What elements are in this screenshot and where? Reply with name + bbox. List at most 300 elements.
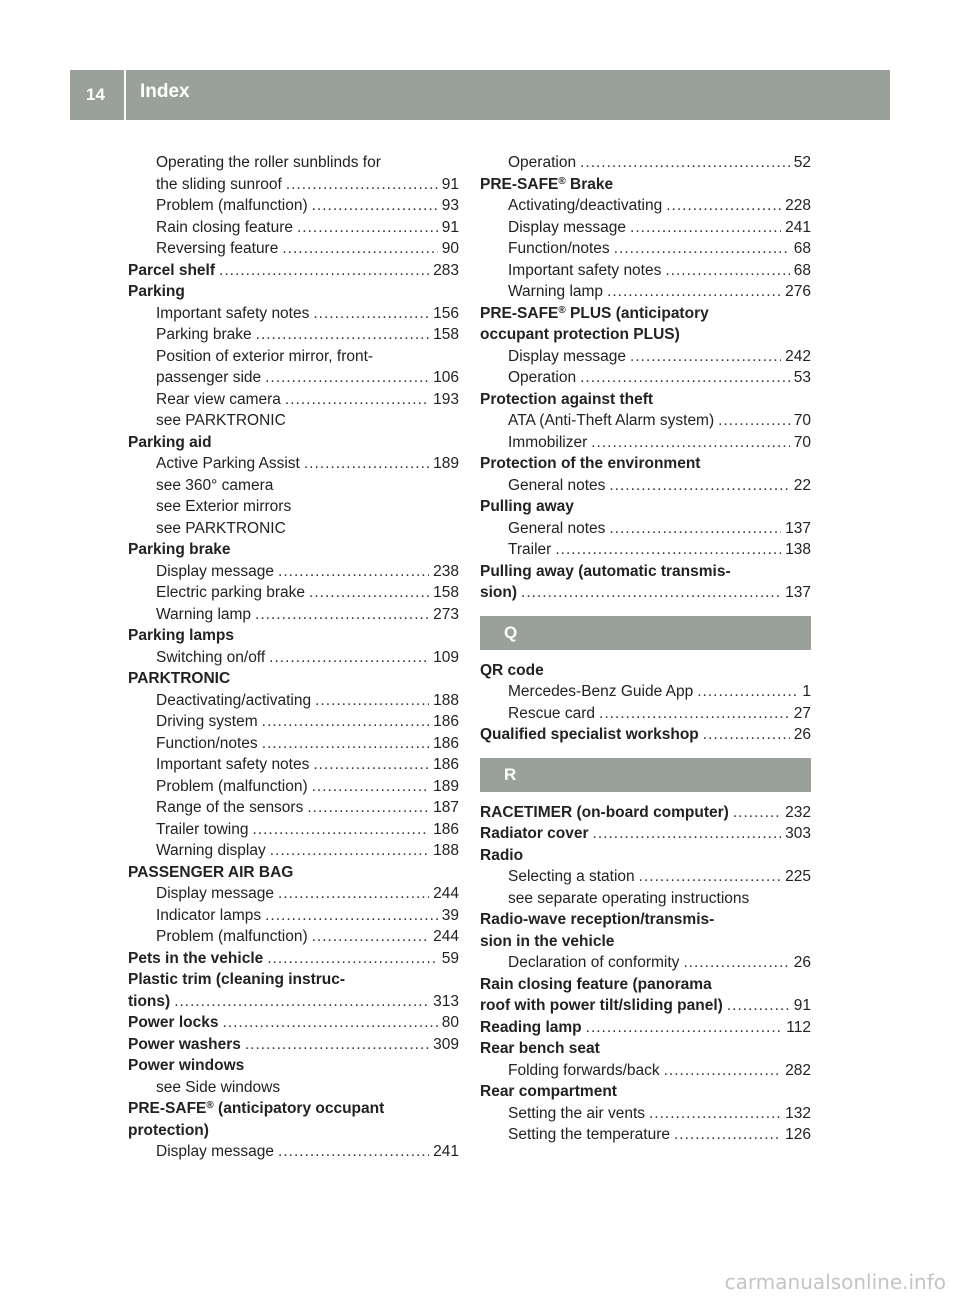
- index-entry: [128, 389, 459, 411]
- entry-page-number: 187: [433, 799, 459, 816]
- index-entry: [128, 1012, 459, 1034]
- index-entry: [480, 703, 811, 725]
- entry-page-number: 137: [785, 519, 811, 537]
- entry-label: Important safety notes: [156, 756, 310, 773]
- entry-page-number: 186: [433, 734, 459, 752]
- entry-label: Activating/deactivating: [508, 197, 663, 214]
- dot-leader: [591, 432, 790, 454]
- entry-page-number: 91: [441, 218, 459, 236]
- entry-label: Function/notes: [508, 240, 610, 257]
- dot-leader: [265, 367, 429, 389]
- entry-page-number: 93: [441, 197, 459, 214]
- entry-label: Function/notes: [156, 734, 258, 752]
- index-entry: [480, 518, 811, 540]
- heading-text-continued: Brake: [565, 175, 614, 193]
- entry-page-number: 303: [785, 825, 811, 842]
- dot-leader: [278, 1141, 429, 1163]
- index-entry: [128, 1034, 459, 1056]
- heading-text: Radio-wave reception/transmis-: [480, 911, 715, 928]
- index-entry: [480, 823, 811, 845]
- dot-leader: [282, 238, 437, 260]
- entry-label: Rain closing feature: [156, 218, 293, 236]
- entry-label: Display message: [156, 885, 275, 902]
- heading-text-continued: (anticipatory occupant: [213, 1100, 385, 1117]
- reference-text: Position of exterior mirror, front-: [156, 347, 374, 365]
- entry-page-number: 244: [433, 928, 459, 945]
- entry-page-number: 138: [785, 541, 811, 558]
- index-reference: [480, 888, 811, 910]
- entry-page-number: 189: [433, 455, 459, 472]
- dot-leader: [174, 991, 429, 1013]
- heading-text: Protection of the environment: [480, 455, 701, 472]
- entry-label: Pets in the vehicle: [128, 949, 264, 967]
- entry-page-number: 91: [441, 175, 459, 193]
- entry-label: Warning lamp: [508, 283, 604, 300]
- dot-leader: [599, 703, 790, 725]
- index-column-left: [128, 152, 459, 1163]
- heading-text: occupant protection PLUS): [480, 326, 680, 343]
- entry-page-number: 22: [793, 476, 811, 494]
- index-entry: [480, 539, 811, 561]
- reference-text: see PARKTRONIC: [156, 519, 286, 537]
- dot-leader: [593, 823, 782, 845]
- entry-label: Problem (malfunction): [156, 777, 308, 795]
- entry-label: Range of the sensors: [156, 799, 304, 816]
- entry-page-number: 228: [785, 197, 811, 214]
- entry-page-number: 112: [786, 1018, 811, 1036]
- entry-label: Setting the temperature: [508, 1126, 670, 1143]
- entry-page-number: 90: [441, 240, 459, 257]
- dot-leader: [607, 281, 781, 303]
- index-column-right: [480, 152, 811, 1146]
- dot-leader: [727, 995, 790, 1017]
- entry-label: Trailer: [508, 541, 552, 558]
- dot-leader: [245, 1034, 429, 1056]
- index-heading: [128, 1055, 459, 1077]
- entry-page-number: 282: [785, 1061, 811, 1079]
- entry-page-number: 193: [433, 390, 459, 408]
- entry-page-number: 186: [433, 713, 459, 730]
- entry-label: RACETIMER (on-board computer): [480, 803, 729, 821]
- dot-leader: [315, 690, 429, 712]
- dot-leader: [256, 324, 429, 346]
- entry-page-number: 276: [785, 283, 811, 300]
- entry-page-number: 59: [441, 949, 459, 967]
- index-heading: [480, 324, 811, 346]
- heading-text: sion in the vehicle: [480, 932, 615, 950]
- index-entry: [480, 681, 811, 703]
- heading-text: PASSENGER AIR BAG: [128, 863, 294, 881]
- dot-leader: [262, 711, 429, 733]
- index-reference: [128, 410, 459, 432]
- index-entry: [480, 802, 811, 824]
- entry-label: General notes: [508, 519, 606, 537]
- index-entry: [480, 346, 811, 368]
- dot-leader: [304, 453, 429, 475]
- entry-label: roof with power tilt/sliding panel): [480, 997, 723, 1014]
- heading-text: Rear bench seat: [480, 1040, 600, 1057]
- entry-page-number: 242: [785, 347, 811, 365]
- entry-page-number: 106: [433, 369, 459, 386]
- index-entry: [480, 217, 811, 239]
- entry-label: Electric parking brake: [156, 584, 306, 601]
- index-entry: [128, 367, 459, 389]
- page-number: 14: [70, 70, 126, 120]
- index-reference: [128, 496, 459, 518]
- entry-label: Qualified specialist workshop: [480, 726, 699, 743]
- entry-label: sion): [480, 584, 518, 601]
- dot-leader: [269, 647, 429, 669]
- dot-leader: [312, 776, 430, 798]
- entry-label: Display message: [508, 347, 627, 365]
- entry-page-number: 70: [793, 412, 811, 429]
- entry-label: Declaration of conformity: [508, 954, 680, 971]
- index-reference: [128, 346, 459, 368]
- entry-label: Switching on/off: [156, 648, 266, 666]
- index-entry: [128, 604, 459, 626]
- heading-text: Rain closing feature (panorama: [480, 975, 712, 993]
- entry-label: Display message: [156, 562, 275, 580]
- index-entry: [480, 724, 811, 746]
- entry-label: Indicator lamps: [156, 906, 262, 924]
- dot-leader: [649, 1103, 781, 1125]
- entry-label: Deactivating/activating: [156, 691, 312, 709]
- index-heading: [480, 974, 811, 996]
- dot-leader: [521, 582, 781, 604]
- index-heading: [128, 1120, 459, 1142]
- index-entry: [128, 561, 459, 583]
- entry-page-number: 91: [793, 997, 811, 1014]
- heading-text: PRE-SAFE: [480, 175, 559, 193]
- dot-leader: [664, 1060, 782, 1082]
- entry-label: Parcel shelf: [128, 261, 216, 279]
- index-entry: [480, 152, 811, 174]
- entry-page-number: 70: [793, 433, 811, 451]
- dot-leader: [270, 840, 429, 862]
- reference-text: see PARKTRONIC: [156, 412, 286, 429]
- entry-page-number: 53: [793, 369, 811, 386]
- index-entry: [480, 866, 811, 888]
- entry-label: Rear view camera: [156, 390, 281, 408]
- entry-label: General notes: [508, 476, 606, 494]
- dot-leader: [278, 561, 429, 583]
- index-entry: [128, 711, 459, 733]
- dot-leader: [630, 217, 781, 239]
- entry-page-number: 244: [433, 885, 459, 902]
- entry-label: Mercedes-Benz Guide App: [508, 683, 694, 700]
- entry-label: Driving system: [156, 713, 258, 730]
- index-heading: [480, 496, 811, 518]
- index-heading: [128, 281, 459, 303]
- index-entry: [480, 195, 811, 217]
- index-heading: [128, 625, 459, 647]
- entry-page-number: 26: [793, 726, 811, 743]
- entry-label: Parking brake: [156, 326, 252, 343]
- index-entry: [128, 948, 459, 970]
- index-entry: [128, 905, 459, 927]
- heading-text: Pulling away (automatic transmis-: [480, 562, 731, 580]
- index-reference: [128, 518, 459, 540]
- entry-label: Operating the roller sunblinds for: [156, 154, 381, 171]
- index-entry: [128, 883, 459, 905]
- dot-leader: [219, 260, 429, 282]
- index-reference: [128, 475, 459, 497]
- entry-page-number: 68: [793, 261, 811, 279]
- dot-leader: [555, 539, 781, 561]
- index-entry: [128, 453, 459, 475]
- dot-leader: [307, 797, 429, 819]
- dot-leader: [297, 217, 438, 239]
- entry-label: Operation: [508, 154, 577, 171]
- dot-leader: [609, 518, 781, 540]
- entry-page-number: 309: [433, 1035, 459, 1053]
- page-title: Index: [140, 81, 190, 102]
- entry-page-number: 225: [785, 868, 811, 885]
- dot-leader: [703, 724, 790, 746]
- index-entry: [480, 432, 811, 454]
- dot-leader: [265, 905, 438, 927]
- entry-label: Setting the air vents: [508, 1104, 645, 1122]
- heading-text: Parking: [128, 283, 185, 300]
- entry-label: ATA (Anti-Theft Alarm system): [508, 412, 715, 429]
- entry-page-number: 232: [785, 803, 811, 821]
- entry-label: Display message: [508, 218, 627, 236]
- dot-leader: [252, 819, 429, 841]
- index-heading: [128, 432, 459, 454]
- heading-text: Protection against theft: [480, 390, 654, 408]
- index-entry: [480, 410, 811, 432]
- entry-page-number: 313: [433, 992, 459, 1010]
- dot-leader: [222, 1012, 437, 1034]
- entry-label: Problem (malfunction): [156, 197, 308, 214]
- index-heading: [480, 561, 811, 583]
- index-entry: [128, 840, 459, 862]
- heading-text: protection): [128, 1121, 209, 1139]
- entry-label: Important safety notes: [156, 304, 310, 322]
- index-entry: [480, 1017, 811, 1039]
- index-heading: [480, 453, 811, 475]
- entry-page-number: 238: [433, 562, 459, 580]
- dot-leader: [718, 410, 790, 432]
- entry-page-number: 27: [793, 704, 811, 722]
- index-heading: [128, 969, 459, 991]
- entry-page-number: 283: [433, 261, 459, 279]
- index-entry: [128, 819, 459, 841]
- entry-page-number: 52: [793, 154, 811, 171]
- entry-page-number: 137: [785, 584, 811, 601]
- dot-leader: [609, 475, 789, 497]
- heading-text: PRE-SAFE: [128, 1100, 207, 1117]
- index-heading: [480, 1081, 811, 1103]
- heading-text: Parking lamps: [128, 627, 234, 644]
- entry-page-number: 26: [793, 954, 811, 971]
- index-entry: [480, 260, 811, 282]
- entry-label: Problem (malfunction): [156, 928, 308, 945]
- heading-text: Parking aid: [128, 433, 212, 451]
- dot-leader: [580, 152, 790, 174]
- index-entry: [128, 174, 459, 196]
- entry-page-number: 80: [441, 1014, 459, 1031]
- index-entry: [128, 690, 459, 712]
- watermark: carmanualsonline.info: [724, 1270, 946, 1294]
- entry-label: Power washers: [128, 1035, 241, 1053]
- entry-page-number: 241: [785, 218, 811, 236]
- entry-label: Warning display: [156, 842, 266, 859]
- heading-text: Pulling away: [480, 498, 574, 515]
- index-entry: [128, 582, 459, 604]
- index-heading: [480, 660, 811, 682]
- entry-label: Important safety notes: [508, 261, 662, 279]
- index-entry: [128, 733, 459, 755]
- reference-text: see separate operating instructions: [508, 889, 750, 907]
- index-entry: [128, 217, 459, 239]
- index-entry: [480, 367, 811, 389]
- registered-mark: ®: [558, 304, 566, 316]
- index-entry: [128, 303, 459, 325]
- entry-label: Folding forwards/back: [508, 1061, 660, 1079]
- index-entry: [128, 754, 459, 776]
- entry-label: Warning lamp: [156, 605, 252, 623]
- index-entry: [128, 238, 459, 260]
- dot-leader: [683, 952, 789, 974]
- index-heading: [128, 1098, 459, 1120]
- dot-leader: [639, 866, 781, 888]
- entry-label: Active Parking Assist: [156, 455, 300, 472]
- index-heading: [128, 862, 459, 884]
- entry-page-number: 132: [785, 1104, 811, 1122]
- dot-leader: [267, 948, 438, 970]
- entry-page-number: 186: [433, 820, 459, 838]
- page-header: [70, 70, 890, 120]
- index-entry: [480, 475, 811, 497]
- index-heading: [128, 539, 459, 561]
- index-entry: [128, 991, 459, 1013]
- dot-leader: [286, 174, 438, 196]
- index-entry: [128, 776, 459, 798]
- index-heading: [480, 174, 811, 196]
- dot-leader: [674, 1124, 781, 1146]
- dot-leader: [285, 389, 429, 411]
- entry-page-number: 39: [441, 906, 459, 924]
- dot-leader: [580, 367, 790, 389]
- heading-text: QR code: [480, 661, 544, 679]
- dot-leader: [733, 802, 781, 824]
- dot-leader: [666, 195, 781, 217]
- dot-leader: [614, 238, 790, 260]
- index-entry: [128, 1141, 459, 1163]
- index-entry: [128, 324, 459, 346]
- entry-page-number: 68: [793, 240, 811, 257]
- index-heading: [480, 845, 811, 867]
- index-entry: [128, 647, 459, 669]
- index-heading: [480, 1038, 811, 1060]
- index-heading: [480, 389, 811, 411]
- entry-page-number: 273: [433, 605, 459, 623]
- index-entry: [480, 582, 811, 604]
- dot-leader: [312, 195, 438, 217]
- registered-mark: ®: [206, 1100, 214, 1111]
- index-entry: [128, 797, 459, 819]
- dot-leader: [309, 582, 429, 604]
- reference-text: see 360° camera: [156, 476, 274, 494]
- entry-label: tions): [128, 992, 171, 1010]
- dot-leader: [313, 303, 429, 325]
- section-letter: Q: [480, 616, 811, 650]
- entry-label: passenger side: [156, 369, 262, 386]
- entry-label: Display message: [156, 1143, 275, 1160]
- entry-label: Reversing feature: [156, 240, 279, 257]
- dot-leader: [262, 733, 429, 755]
- dot-leader: [665, 260, 789, 282]
- index-entry: [480, 281, 811, 303]
- index-entry: [480, 1124, 811, 1146]
- index-heading: [128, 668, 459, 690]
- reference-text: see Side windows: [156, 1078, 281, 1096]
- entry-page-number: 188: [433, 842, 459, 859]
- index-entry: [480, 238, 811, 260]
- entry-page-number: 156: [433, 304, 459, 322]
- dot-leader: [586, 1017, 783, 1039]
- entry-label: Trailer towing: [156, 820, 249, 838]
- dot-leader: [255, 604, 429, 626]
- reference-text: see Exterior mirrors: [156, 498, 292, 515]
- entry-page-number: 186: [433, 756, 459, 773]
- index-entry: [128, 926, 459, 948]
- entry-label: the sliding sunroof: [156, 175, 282, 193]
- heading-text: Power windows: [128, 1057, 245, 1074]
- heading-text: PARKTRONIC: [128, 670, 231, 687]
- index-entry: [128, 195, 459, 217]
- index-entry: [480, 1103, 811, 1125]
- entry-label: Operation: [508, 369, 577, 386]
- heading-text: Plastic trim (cleaning instruc-: [128, 971, 346, 988]
- entry-page-number: 241: [433, 1143, 459, 1160]
- heading-text: Rear compartment: [480, 1083, 617, 1100]
- registered-mark: ®: [558, 175, 566, 187]
- entry-label: Selecting a station: [508, 868, 635, 885]
- index-entry: [480, 1060, 811, 1082]
- index-heading: [480, 303, 811, 325]
- heading-text: PRE-SAFE: [480, 304, 559, 322]
- index-heading: [480, 931, 811, 953]
- heading-text-continued: PLUS (anticipatory: [565, 304, 709, 322]
- entry-page-number: 109: [433, 648, 459, 666]
- dot-leader: [278, 883, 429, 905]
- index-entry: [480, 952, 811, 974]
- entry-page-number: 188: [433, 691, 459, 709]
- heading-text: Radio: [480, 846, 524, 864]
- entry-page-number: 126: [785, 1126, 811, 1143]
- index-entry: [128, 260, 459, 282]
- dot-leader: [313, 754, 429, 776]
- dot-leader: [697, 681, 798, 703]
- index-reference: [128, 1077, 459, 1099]
- index-heading: [480, 909, 811, 931]
- index-entry: [128, 152, 459, 174]
- entry-page-number: 1: [802, 683, 811, 700]
- dot-leader: [312, 926, 430, 948]
- entry-label: Radiator cover: [480, 825, 589, 842]
- entry-label: Rescue card: [508, 704, 596, 722]
- section-letter: R: [480, 758, 811, 792]
- entry-label: Reading lamp: [480, 1018, 582, 1036]
- entry-page-number: 158: [433, 326, 459, 343]
- entry-page-number: 189: [433, 777, 459, 795]
- heading-text: Parking brake: [128, 541, 231, 558]
- index-entry: [480, 995, 811, 1017]
- dot-leader: [630, 346, 781, 368]
- entry-label: Immobilizer: [508, 433, 588, 451]
